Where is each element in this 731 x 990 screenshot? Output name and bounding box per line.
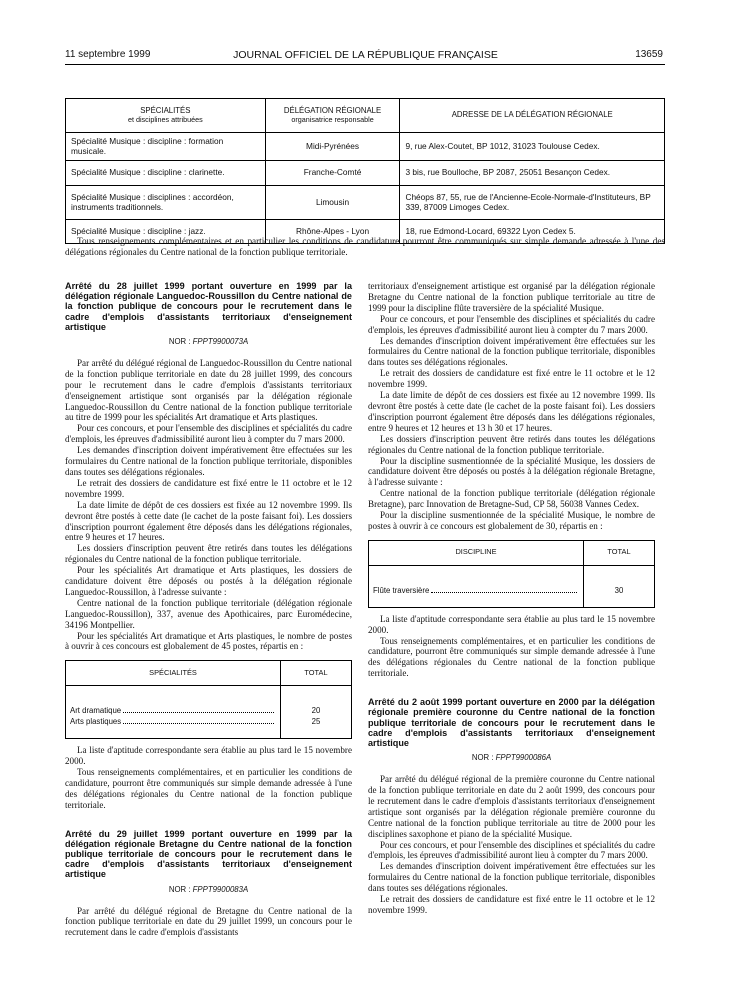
paragraph: territoriaux d'enseignement artistique est organisé par la délégation régionale Bretagne du Centre national de la fonction publique territoriale au titre de 1999 pour la discipline flûte traversière de la spécialité Musique. <box>368 281 655 313</box>
table-cell <box>66 717 281 738</box>
journal-title: JOURNAL OFFICIEL DE LA RÉPUBLIQUE FRANÇAISE <box>233 49 498 61</box>
table-cell: Spécialité Musique : discipline : clarinette. <box>66 161 266 186</box>
table-header-row <box>66 99 665 133</box>
table-cell: Spécialité Musique : discipline : formation musicale. <box>66 133 266 161</box>
specialites-table <box>65 660 352 739</box>
row-label: Flûte traversière <box>373 585 430 595</box>
paragraph: Le retrait des dossiers de candidature est fixé entre le 11 octobre et le 12 novembre 1999. <box>368 368 655 390</box>
paragraph: La liste d'aptitude correspondante sera établie au plus tard le 15 novembre 2000. <box>65 745 352 767</box>
table-cell: 30 <box>614 585 624 595</box>
right-column <box>368 281 655 916</box>
paragraph: Les dossiers d'inscription peuvent être retirés dans toutes les délégations régionales du Centre national de la fonction publique territoriale. <box>368 433 655 455</box>
paragraph: Par arrêté du délégué régional de la première couronne du Centre national de la fonction publique territoriale en date du 2 août 1999, des concours pour le recrutement dans le cadre d'emplois d'assistants territoriaux d'enseignement artistique sont organisés par la délégation régionale première couronne du Centre national de la fonction publique territoriale au titre de 2000 pour les disciplines saxophone et piano de la spécialité Musique. <box>368 774 655 839</box>
col-header-total: TOTAL <box>281 661 352 686</box>
paragraph: Pour la discipline susmentionnée de la spécialité Musique, les dossiers de candidature doivent être déposés ou postés à la délégation régionale Bretagne, à l'adresse suivante : <box>368 455 655 488</box>
article-title: Arrêté du 2 août 1999 portant ouverture en 2000 par la délégation régionale première couronne du Centre national de la fonction publique territoriale de concours pour le recrutement dans le cadre d'emplois d'assistants territoriaux d'enseignement artistique <box>368 697 655 748</box>
nor-code: FPPT9900083A <box>192 884 249 894</box>
table-cell <box>369 565 584 607</box>
nor-reference <box>65 337 352 348</box>
table-cell: 20 <box>311 706 321 716</box>
row-label: Arts plastiques <box>70 717 122 727</box>
table-cell: 25 <box>311 717 321 727</box>
paragraph: Les demandes d'inscription doivent impérativement être effectuées sur les formulaires du Centre national de la fonction publique territoriale, disponibles dans toutes ses délégations régionales. <box>65 445 352 477</box>
dot-leader <box>123 712 274 713</box>
paragraph: Pour les spécialités Art dramatique et Arts plastiques, le nombre de postes à ouvrir à ces concours est globalement de 45 postes, répartis en : <box>65 630 352 652</box>
table-header-row <box>369 540 655 565</box>
nor-code: FPPT9900073A <box>192 337 249 347</box>
paragraph: Centre national de la fonction publique territoriale (délégation régionale Languedoc-Roussillon), 337, avenue des Apothicaires, parc Euromédecine, 34196 Montpellier. <box>65 597 352 630</box>
table-cell: Limousin <box>265 186 400 220</box>
paragraph: Pour ce concours, et pour l'ensemble des disciplines et spécialités du cadre d'emplois, les épreuves d'admissibilité auront lieu à compter du 7 mars 2000. <box>368 313 655 335</box>
table-header-row <box>66 661 352 686</box>
dot-leader <box>123 723 274 724</box>
col-header-sublabel: et disciplines attribuées <box>127 114 203 124</box>
nor-label: NOR : <box>168 337 191 347</box>
paragraph: Par arrêté du délégué régional de Bretagne du Centre national de la fonction publique territoriale en date du 29 juillet 1999, un concours pour le recrutement dans le cadre d'emplois d'assistants <box>65 905 352 938</box>
dot-leader <box>431 592 577 593</box>
paragraph: Le retrait des dossiers de candidature est fixé entre le 11 octobre et le 12 novembre 1999. <box>65 477 352 499</box>
col-header-total: TOTAL <box>584 540 655 565</box>
table-cell: 9, rue Alex-Coutet, BP 1012, 31023 Toulouse Cedex. <box>400 133 665 161</box>
paragraph: Les demandes d'inscription doivent impérativement être effectuées sur les formulaires du Centre national de la fonction publique territoriale, disponibles dans toutes ses délégations régionales. <box>368 335 655 368</box>
article-title: Arrêté du 28 juillet 1999 portant ouverture en 1999 par la délégation régionale Languedoc-Roussillon du Centre national de la fonction publique de concours pour le recrutement dans le cadre d'emplois d'assistants territoriaux d'enseignement artistique <box>65 281 352 332</box>
paragraph: La date limite de dépôt de ces dossiers est fixée au 12 novembre 1999. Ils devront être postés à cette date (le cachet de la poste faisant foi). Les dossiers d'inscription pourront également être déposés dans les délégations régionales, entre 9 heures et 17 heures. <box>65 499 352 543</box>
paragraph: Pour la discipline susmentionnée de la spécialité Musique, le nombre de postes à ouvrir à ce concours est globalement de 30, répartis en : <box>368 510 655 531</box>
delegations-table <box>65 98 665 244</box>
table-row <box>66 186 665 220</box>
nor-reference <box>65 885 352 896</box>
discipline-table <box>368 540 655 608</box>
nor-code: FPPT9900086A <box>495 753 552 763</box>
table-cell <box>66 686 281 717</box>
header-rule <box>65 64 665 65</box>
table-row <box>66 133 665 161</box>
table-cell: Midi-Pyrénées <box>265 133 400 161</box>
table-row <box>66 161 665 186</box>
col-header-adresse <box>400 99 665 133</box>
paragraph: Par arrêté du délégué régional de Languedoc-Roussillon du Centre national de la fonction publique territoriale en date du 28 juillet 1999, des concours pour le recrutement dans le cadre d'emplois d'assistants territoriaux d'enseignement artistique sont organisés par la délégation régionale Languedoc-Roussillon du Centre national de la fonction publique territoriale au titre de 1999 pour les spécialités Art dramatique et Arts plastiques. <box>65 357 352 423</box>
paragraph: Pour les spécialités Art dramatique et Arts plastiques, les dossiers de candidature doivent être déposés ou postés à la délégation régionale Languedoc-Roussillon, à l'adresse suivante : <box>65 565 352 597</box>
row-label: Art dramatique <box>70 706 122 716</box>
spacer <box>368 679 655 697</box>
top-note: Tous renseignements complémentaires et en particulier les conditions de candidature pourront être communiqués sur simple demande adressée à l'une des délégations régionales du Centre national de la fonction publique territoriale. <box>65 236 665 257</box>
nor-reference <box>368 753 655 764</box>
col-header-label: ADRESSE DE LA DÉLÉGATION RÉGIONALE <box>451 110 613 120</box>
paragraph: Tous renseignements complémentaires, et en particulier les conditions de candidature, pourront être communiqués sur simple demande adressée à l'une des délégations régionales du Centre national de la fonction publique territoriale. <box>368 635 655 679</box>
col-header-discipline: DISCIPLINE <box>369 540 584 565</box>
paragraph: La liste d'aptitude correspondante sera établie au plus tard le 15 novembre 2000. <box>368 613 655 635</box>
article-title: Arrêté du 29 juillet 1999 portant ouverture en 1999 par la délégation régionale Bretagne du Centre national de la fonction publique territoriale de concours pour le recrutement dans le cadre d'emplois d'assistants territoriaux d'enseignement artistique <box>65 828 352 880</box>
table-row <box>369 565 655 607</box>
paragraph: Centre national de la fonction publique territoriale (délégation régionale Bretagne), parc Innovation de Bretagne-Sud, CP 58, 56038 Vannes Cedex. <box>368 488 655 510</box>
col-header-delegation <box>265 99 400 133</box>
table-cell: Franche-Comté <box>265 161 400 186</box>
table-row <box>66 686 352 717</box>
page-number: 13659 <box>635 49 663 60</box>
table-cell: Spécialité Musique : discipline : jazz. <box>66 220 266 244</box>
nor-label: NOR : <box>168 884 191 894</box>
paragraph: Les demandes d'inscription doivent impérativement être effectuées sur les formulaires du Centre national de la fonction publique territoriale, disponibles dans toutes ses délégations régionales. <box>368 861 655 894</box>
table-cell: Chéops 87, 55, rue de l'Ancienne-Ecole-Normale-d'Instituteurs, BP 339, 87009 Limoges Cedex. <box>400 186 665 220</box>
paragraph: La date limite de dépôt de ces dossiers est fixée au 12 novembre 1999. Ils devront être postés à cette date (le cachet de la poste faisant foi). Les dossiers d'inscription pourront également être déposés dans les délégations régionales, entre 9 heures et 12 heures et 13 h 30 et 17 heures. <box>368 390 655 433</box>
paragraph: Pour ces concours, et pour l'ensemble des disciplines et spécialités du cadre d'emplois, les épreuves d'admissibilité auront lieu à compter du 7 mars 2000. <box>65 423 352 445</box>
paragraph: Le retrait des dossiers de candidature est fixé entre le 11 octobre et le 12 novembre 1999. <box>368 894 655 915</box>
paragraph: Les dossiers d'inscription peuvent être retirés dans toutes les délégations régionales du Centre national de la fonction publique territoriale. <box>65 543 352 565</box>
table-cell: Rhône-Alpes - Lyon <box>265 220 400 244</box>
spacer <box>65 811 352 829</box>
table-cell: 18, rue Edmond-Locard, 69322 Lyon Cedex 5. <box>405 225 576 236</box>
col-header-label: SPÉCIALITÉS <box>140 105 191 115</box>
nor-label: NOR : <box>471 753 494 763</box>
table-cell: Spécialité Musique : disciplines : accordéon, instruments traditionnels. <box>66 186 266 220</box>
paragraph: Tous renseignements complémentaires, et en particulier les conditions de candidature, pourront être communiqués sur simple demande adressée à l'une des délégations régionales du Centre national de la fonction publique territoriale. <box>65 767 352 810</box>
col-header-sublabel: organisatrice responsable <box>291 114 374 124</box>
paragraph: Pour ces concours, et pour l'ensemble des disciplines et spécialités du cadre d'emplois, les épreuves d'admissibilité auront lieu à compter du 7 mars 2000. <box>368 839 655 861</box>
table-cell: 3 bis, rue Boulloche, BP 2087, 25051 Besançon Cedex. <box>400 161 665 186</box>
header-date: 11 septembre 1999 <box>65 49 151 60</box>
col-header-specialites: SPÉCIALITÉS <box>66 661 281 686</box>
left-column <box>65 281 352 938</box>
table-row <box>66 717 352 738</box>
col-header-specialites <box>66 99 266 133</box>
col-header-label: DÉLÉGATION RÉGIONALE <box>283 105 382 115</box>
